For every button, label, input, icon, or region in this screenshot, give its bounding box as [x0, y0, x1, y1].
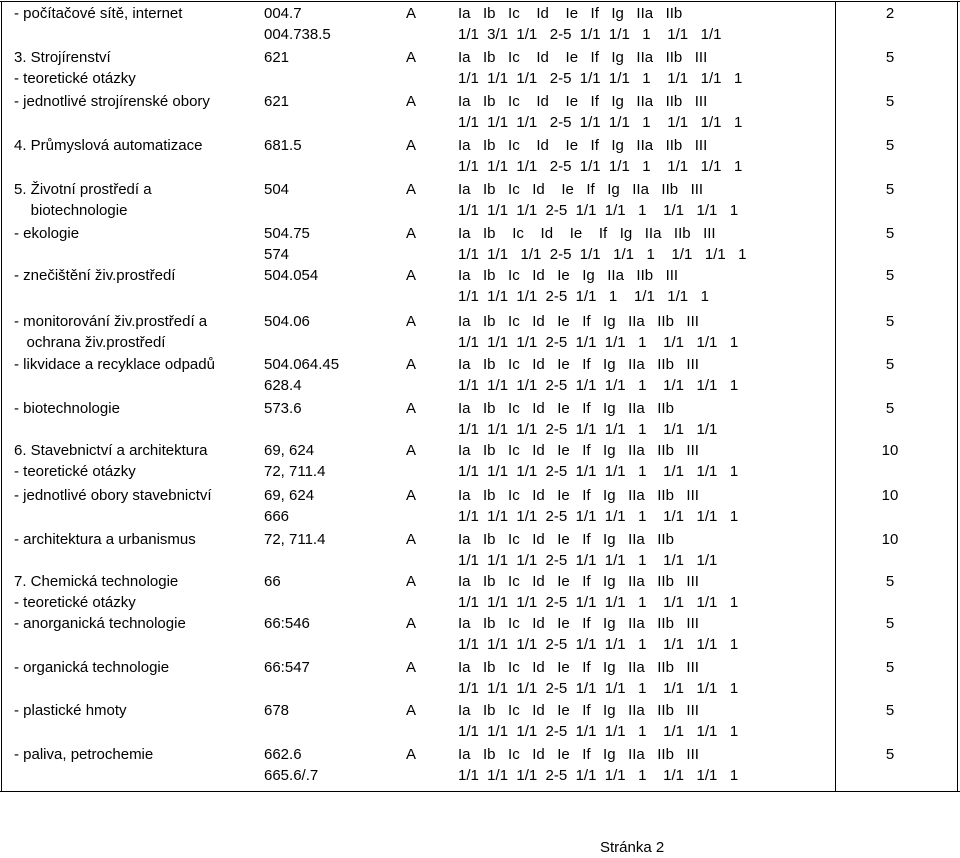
- count-value: 10: [881, 531, 899, 548]
- class-codes: Ia Ib Ic Id Ie If Ig IIa IIb: [458, 5, 683, 22]
- classification-code-continuation: 72, 711.4: [264, 463, 326, 480]
- class-codes: Ia Ib Ic Id Ie If Ig IIa IIb III: [458, 137, 708, 154]
- count-value: 5: [885, 615, 895, 632]
- class-values: 1/1 1/1 1/1 2-5 1/1 1/1 1 1/1 1/1 1: [458, 202, 739, 219]
- classification-code: 66: [264, 573, 281, 590]
- category-letter: A: [406, 181, 417, 198]
- category-letter: A: [406, 5, 417, 22]
- classification-code-continuation: 628.4: [264, 377, 302, 394]
- count-value: 5: [885, 267, 895, 284]
- category-letter: A: [406, 225, 417, 242]
- field-name: - anorganická technologie: [14, 615, 186, 632]
- classification-code: 621: [264, 93, 290, 110]
- classification-code-continuation: 665.6/.7: [264, 767, 319, 784]
- field-name: 6. Stavebnictví a architektura: [14, 442, 208, 459]
- classification-code: 72, 711.4: [264, 531, 326, 548]
- category-letter: A: [406, 49, 417, 66]
- class-codes: Ia Ib Ic Id Ie If Ig IIa IIb III: [458, 49, 708, 66]
- classification-code: 681.5: [264, 137, 302, 154]
- field-name: - jednotlivé strojírenské obory: [14, 93, 210, 110]
- classification-code: 678: [264, 702, 290, 719]
- category-letter: A: [406, 93, 417, 110]
- category-letter: A: [406, 313, 417, 330]
- class-codes: Ia Ib Ic Id Ie If Ig IIa IIb III: [458, 442, 699, 459]
- category-letter: A: [406, 615, 417, 632]
- classification-code: 004.7: [264, 5, 302, 22]
- classification-code-continuation: 666: [264, 508, 290, 525]
- field-name: - paliva, petrochemie: [14, 746, 154, 763]
- category-letter: A: [406, 531, 417, 548]
- class-codes: Ia Ib Ic Id Ie If Ig IIa IIb III: [458, 615, 699, 632]
- field-name: 3. Strojírenství: [14, 49, 111, 66]
- field-name-continuation: - teoretické otázky: [14, 70, 136, 87]
- class-values: 1/1 3/1 1/1 2-5 1/1 1/1 1 1/1 1/1: [458, 26, 722, 43]
- field-name-continuation: - teoretické otázky: [14, 594, 136, 611]
- class-values: 1/1 1/1 1/1 2-5 1/1 1 1/1 1/1 1: [458, 288, 709, 305]
- count-value: 5: [885, 702, 895, 719]
- field-name: - počítačové sítě, internet: [14, 5, 183, 22]
- column-divider: [835, 1, 836, 791]
- classification-code: 69, 624: [264, 442, 315, 459]
- class-values: 1/1 1/1 1/1 2-5 1/1 1/1 1 1/1 1/1 1: [458, 508, 739, 525]
- classification-code: 504.75: [264, 225, 310, 242]
- count-value: 5: [885, 49, 895, 66]
- class-codes: Ia Ib Ic Id Ie If Ig IIa IIb III: [458, 181, 704, 198]
- class-values: 1/1 1/1 1/1 2-5 1/1 1/1 1 1/1 1/1 1: [458, 246, 747, 263]
- field-name: - likvidace a recyklace odpadů: [14, 356, 215, 373]
- count-value: 5: [885, 313, 895, 330]
- classification-code: 504.06: [264, 313, 310, 330]
- class-values: 1/1 1/1 1/1 2-5 1/1 1/1 1 1/1 1/1 1: [458, 334, 739, 351]
- class-values: 1/1 1/1 1/1 2-5 1/1 1/1 1 1/1 1/1 1: [458, 723, 739, 740]
- field-name-continuation: biotechnologie: [14, 202, 128, 219]
- table-bottom-border: [0, 791, 960, 792]
- count-value: 5: [885, 746, 895, 763]
- class-values: 1/1 1/1 1/1 2-5 1/1 1/1 1 1/1 1/1 1: [458, 114, 743, 131]
- class-codes: Ia Ib Ic Id Ie If Ig IIa IIb III: [458, 702, 699, 719]
- class-codes: Ia Ib Ic Id Ie If Ig IIa IIb III: [458, 659, 699, 676]
- field-name: - plastické hmoty: [14, 702, 127, 719]
- class-codes: Ia Ib Ic Id Ie If Ig IIa IIb III: [458, 313, 699, 330]
- class-values: 1/1 1/1 1/1 2-5 1/1 1/1 1 1/1 1/1 1: [458, 463, 739, 480]
- count-value: 5: [885, 181, 895, 198]
- classification-code: 66:547: [264, 659, 310, 676]
- classification-code-continuation: 574: [264, 246, 290, 263]
- count-value: 5: [885, 225, 895, 242]
- category-letter: A: [406, 400, 417, 417]
- count-value: 5: [885, 93, 895, 110]
- class-values: 1/1 1/1 1/1 2-5 1/1 1/1 1 1/1 1/1 1: [458, 680, 739, 697]
- class-values: 1/1 1/1 1/1 2-5 1/1 1/1 1 1/1 1/1: [458, 552, 718, 569]
- class-values: 1/1 1/1 1/1 2-5 1/1 1/1 1 1/1 1/1 1: [458, 636, 739, 653]
- field-name: - monitorování živ.prostředí a: [14, 313, 208, 330]
- category-letter: A: [406, 702, 417, 719]
- class-codes: Ia Ib Ic Id Ie Ig IIa IIb III: [458, 267, 679, 284]
- class-values: 1/1 1/1 1/1 2-5 1/1 1/1 1 1/1 1/1 1: [458, 70, 743, 87]
- field-name-continuation: - teoretické otázky: [14, 463, 136, 480]
- class-values: 1/1 1/1 1/1 2-5 1/1 1/1 1 1/1 1/1 1: [458, 158, 743, 175]
- field-name: - organická technologie: [14, 659, 170, 676]
- field-name: - biotechnologie: [14, 400, 120, 417]
- classification-code: 662.6: [264, 746, 302, 763]
- class-values: 1/1 1/1 1/1 2-5 1/1 1/1 1 1/1 1/1: [458, 421, 718, 438]
- field-name: - ekologie: [14, 225, 80, 242]
- classification-code: 66:546: [264, 615, 310, 632]
- category-letter: A: [406, 356, 417, 373]
- field-name: - jednotlivé obory stavebnictví: [14, 487, 212, 504]
- field-name: - znečištění živ.prostředí: [14, 267, 176, 284]
- category-letter: A: [406, 442, 417, 459]
- category-letter: A: [406, 746, 417, 763]
- classification-code: 504: [264, 181, 290, 198]
- class-codes: Ia Ib Ic Id Ie If Ig IIa IIb III: [458, 487, 699, 504]
- classification-code: 504.054: [264, 267, 319, 284]
- classification-code: 573.6: [264, 400, 302, 417]
- field-name: 5. Životní prostředí a: [14, 181, 152, 198]
- count-value: 10: [881, 487, 899, 504]
- class-values: 1/1 1/1 1/1 2-5 1/1 1/1 1 1/1 1/1 1: [458, 594, 739, 611]
- page-footer: Stránka 2: [600, 839, 665, 856]
- category-letter: A: [406, 267, 417, 284]
- category-letter: A: [406, 659, 417, 676]
- class-codes: Ia Ib Ic Id Ie If Ig IIa IIb III: [458, 225, 716, 242]
- class-codes: Ia Ib Ic Id Ie If Ig IIa IIb III: [458, 746, 699, 763]
- class-codes: Ia Ib Ic Id Ie If Ig IIa IIb III: [458, 93, 708, 110]
- count-value: 5: [885, 400, 895, 417]
- count-value: 5: [885, 356, 895, 373]
- classification-code: 69, 624: [264, 487, 315, 504]
- field-name-continuation: ochrana živ.prostředí: [14, 334, 166, 351]
- class-values: 1/1 1/1 1/1 2-5 1/1 1/1 1 1/1 1/1 1: [458, 377, 739, 394]
- count-value: 5: [885, 137, 895, 154]
- class-codes: Ia Ib Ic Id Ie If Ig IIa IIb III: [458, 573, 699, 590]
- count-value: 5: [885, 573, 895, 590]
- table-right-border: [957, 1, 958, 791]
- classification-code: 504.064.45: [264, 356, 340, 373]
- field-name: 4. Průmyslová automatizace: [14, 137, 203, 154]
- field-name: 7. Chemická technologie: [14, 573, 179, 590]
- category-letter: A: [406, 137, 417, 154]
- count-value: 2: [885, 5, 895, 22]
- table-top-border: [0, 1, 960, 2]
- class-values: 1/1 1/1 1/1 2-5 1/1 1/1 1 1/1 1/1 1: [458, 767, 739, 784]
- table-left-border: [1, 1, 2, 791]
- category-letter: A: [406, 573, 417, 590]
- classification-code: 621: [264, 49, 290, 66]
- count-value: 5: [885, 659, 895, 676]
- count-value: 10: [881, 442, 899, 459]
- category-letter: A: [406, 487, 417, 504]
- class-codes: Ia Ib Ic Id Ie If Ig IIa IIb: [458, 531, 674, 548]
- classification-code-continuation: 004.738.5: [264, 26, 331, 43]
- class-codes: Ia Ib Ic Id Ie If Ig IIa IIb III: [458, 356, 699, 373]
- field-name: - architektura a urbanismus: [14, 531, 196, 548]
- class-codes: Ia Ib Ic Id Ie If Ig IIa IIb: [458, 400, 674, 417]
